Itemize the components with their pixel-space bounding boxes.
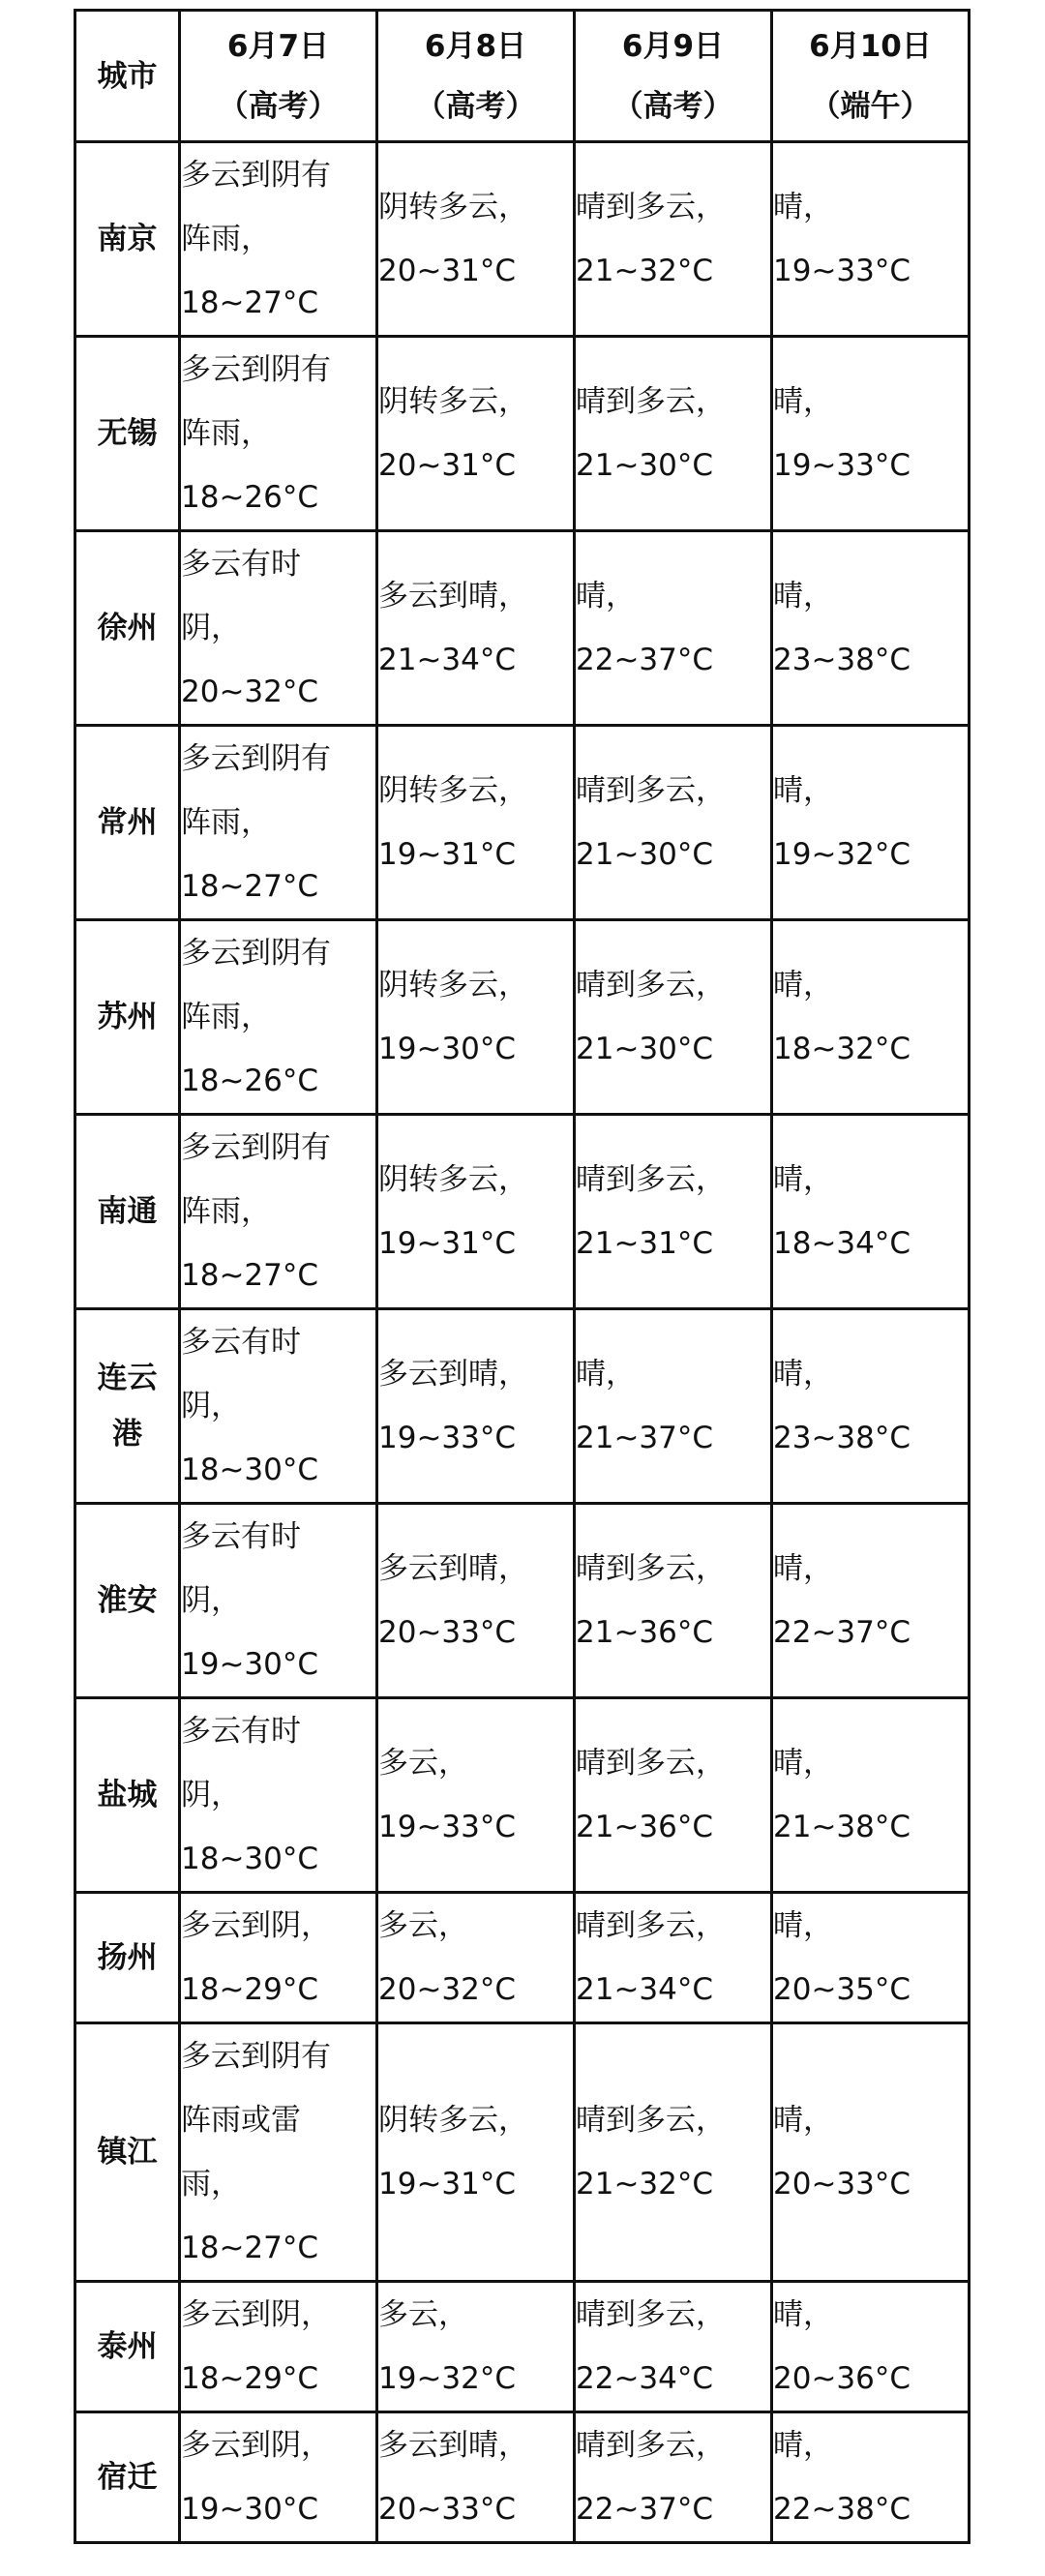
- column-header-city: [75, 11, 180, 142]
- forecast-cell: [180, 142, 377, 337]
- forecast-cell: [575, 1893, 772, 2023]
- weather-description: 阵雨或雷: [181, 2103, 301, 2138]
- temperature-range: 19~31°C: [378, 837, 517, 872]
- column-header-day: [772, 11, 970, 142]
- forecast-cell: [772, 1115, 970, 1309]
- temperature-range: 20~31°C: [378, 448, 517, 483]
- weather-description: 多云有时: [181, 547, 301, 582]
- weather-description: 阴，: [181, 1778, 241, 1812]
- forecast-cell: [772, 2282, 970, 2412]
- weather-description: 阴，: [181, 611, 241, 645]
- forecast-cell: [180, 920, 377, 1115]
- temperature-range: 18~26°C: [181, 480, 319, 515]
- table-row: [75, 1115, 970, 1309]
- column-header-city-label: 城市: [97, 58, 158, 94]
- weather-description: 阴转多云，: [378, 2103, 528, 2138]
- column-header-note: （高考）: [415, 88, 536, 124]
- weather-description: 多云到阴，: [181, 2428, 331, 2463]
- forecast-cell: [575, 1309, 772, 1504]
- temperature-range: 23~38°C: [773, 643, 911, 677]
- weather-description: 晴，: [773, 190, 833, 225]
- temperature-range: 18~29°C: [181, 1972, 319, 2007]
- weather-description: 多云有时: [181, 1714, 301, 1749]
- temperature-range: 19~33°C: [378, 1810, 517, 1844]
- forecast-cell: [575, 726, 772, 920]
- weather-description: 晴到多云，: [576, 1162, 726, 1197]
- forecast-cell: [575, 1504, 772, 1698]
- weather-description: 多云到晴，: [378, 579, 528, 614]
- forecast-cell: [772, 2412, 970, 2543]
- forecast-cell: [377, 1309, 575, 1504]
- weather-description: 多云到阴，: [181, 2297, 331, 2332]
- temperature-range: 18~30°C: [181, 1453, 319, 1487]
- forecast-cell: [575, 1115, 772, 1309]
- temperature-range: 19~31°C: [378, 1226, 517, 1261]
- weather-description: 多云，: [378, 2297, 468, 2332]
- weather-description: 晴，: [773, 1551, 833, 1586]
- temperature-range: 21~36°C: [576, 1615, 714, 1650]
- table-row: [75, 920, 970, 1115]
- temperature-range: 22~37°C: [576, 2492, 714, 2527]
- temperature-range: 21~30°C: [576, 448, 714, 483]
- forecast-cell: [180, 1893, 377, 2023]
- forecast-cell: [377, 1115, 575, 1309]
- column-header-note: （高考）: [218, 88, 339, 124]
- city-cell: [75, 1504, 180, 1698]
- table-row: [75, 337, 970, 531]
- weather-description: 晴到多云，: [576, 1908, 726, 1943]
- forecast-cell: [575, 142, 772, 337]
- table-row: [75, 1504, 970, 1698]
- weather-description: 晴，: [773, 1908, 833, 1943]
- forecast-cell: [377, 142, 575, 337]
- temperature-range: 21~37°C: [576, 1421, 714, 1455]
- temperature-range: 19~33°C: [773, 254, 911, 288]
- city-name: 镇江: [97, 2135, 158, 2170]
- column-header-date: 6月7日: [226, 28, 330, 64]
- forecast-cell: [377, 920, 575, 1115]
- weather-description: 多云到阴有: [181, 352, 331, 387]
- temperature-range: 19~33°C: [773, 448, 911, 483]
- weather-description: 晴，: [773, 1162, 833, 1197]
- weather-description: 晴，: [773, 968, 833, 1003]
- weather-description: 多云到晴，: [378, 2428, 528, 2463]
- forecast-cell: [772, 920, 970, 1115]
- forecast-cell: [772, 726, 970, 920]
- weather-description: 多云有时: [181, 1325, 301, 1360]
- forecast-cell: [377, 2412, 575, 2543]
- city-cell: [75, 1115, 180, 1309]
- forecast-cell: [772, 1309, 970, 1504]
- table-row: [75, 531, 970, 726]
- city-cell: [75, 2282, 180, 2412]
- column-header-date: 6月10日: [809, 28, 932, 64]
- temperature-range: 20~32°C: [378, 1972, 517, 2007]
- temperature-range: 22~38°C: [773, 2492, 911, 2527]
- city-name: 淮安: [97, 1583, 158, 1618]
- temperature-range: 19~33°C: [378, 1421, 517, 1455]
- temperature-range: 18~27°C: [181, 2231, 319, 2265]
- temperature-range: 18~29°C: [181, 2361, 319, 2396]
- weather-description: 阴，: [181, 1389, 241, 1423]
- forecast-cell: [772, 1893, 970, 2023]
- table-row: [75, 142, 970, 337]
- forecast-cell: [180, 1504, 377, 1698]
- weather-description: 晴，: [773, 2428, 833, 2463]
- forecast-cell: [180, 337, 377, 531]
- weather-description: 晴，: [773, 384, 833, 419]
- city-cell: [75, 2412, 180, 2543]
- temperature-range: 19~30°C: [378, 1032, 517, 1066]
- temperature-range: 18~26°C: [181, 1063, 319, 1098]
- table-header-row: [75, 11, 970, 142]
- weather-description: 多云到阴有: [181, 741, 331, 776]
- weather-description: 阵雨，: [181, 222, 271, 256]
- forecast-cell: [377, 1504, 575, 1698]
- weather-description: 多云到阴有: [181, 158, 331, 193]
- forecast-cell: [575, 531, 772, 726]
- weather-description: 多云到阴有: [181, 936, 331, 971]
- weather-description: 阴转多云，: [378, 1162, 528, 1197]
- weather-description: 雨，: [181, 2167, 241, 2202]
- forecast-cell: [575, 920, 772, 1115]
- temperature-range: 18~27°C: [181, 869, 319, 904]
- weather-description: 晴，: [576, 579, 636, 614]
- weather-description: 多云到阴有: [181, 1130, 331, 1165]
- weather-description: 晴到多云，: [576, 968, 726, 1003]
- city-name-line: 港: [112, 1417, 142, 1452]
- temperature-range: 18~30°C: [181, 1842, 319, 1876]
- forecast-cell: [180, 2412, 377, 2543]
- weather-description: 晴到多云，: [576, 190, 726, 225]
- forecast-cell: [180, 1698, 377, 1893]
- column-header-day: [377, 11, 575, 142]
- city-name: 常州: [97, 805, 158, 840]
- forecast-cell: [377, 726, 575, 920]
- table-row: [75, 1893, 970, 2023]
- forecast-cell: [180, 2023, 377, 2282]
- forecast-cell: [772, 1504, 970, 1698]
- forecast-cell: [772, 337, 970, 531]
- weather-description: 阵雨，: [181, 1194, 271, 1229]
- temperature-range: 18~32°C: [773, 1032, 911, 1066]
- weather-description: 晴，: [773, 2103, 833, 2138]
- forecast-cell: [772, 2023, 970, 2282]
- city-cell: [75, 531, 180, 726]
- temperature-range: 18~27°C: [181, 285, 319, 320]
- column-header-day: [575, 11, 772, 142]
- forecast-cell: [377, 2282, 575, 2412]
- weather-description: 晴，: [773, 2297, 833, 2332]
- city-name: 南京: [97, 222, 158, 256]
- forecast-cell: [180, 1309, 377, 1504]
- temperature-range: 19~32°C: [773, 837, 911, 872]
- weather-description: 阵雨，: [181, 1000, 271, 1034]
- forecast-cell: [575, 2412, 772, 2543]
- city-name: 苏州: [97, 1000, 158, 1034]
- table-row: [75, 726, 970, 920]
- city-name: 扬州: [97, 1940, 158, 1975]
- forecast-cell: [180, 2282, 377, 2412]
- city-cell: [75, 142, 180, 337]
- column-header-day: [180, 11, 377, 142]
- temperature-range: 22~37°C: [576, 643, 714, 677]
- temperature-range: 20~33°C: [773, 2167, 911, 2202]
- weather-description: 阵雨，: [181, 416, 271, 451]
- table-row: [75, 2412, 970, 2543]
- weather-description: 多云到阴，: [181, 1908, 331, 1943]
- temperature-range: 21~30°C: [576, 837, 714, 872]
- temperature-range: 21~38°C: [773, 1810, 911, 1844]
- temperature-range: 21~34°C: [378, 643, 517, 677]
- city-name-line: 连云: [97, 1361, 158, 1395]
- temperature-range: 19~31°C: [378, 2167, 517, 2202]
- forecast-cell: [772, 1698, 970, 1893]
- weather-description: 阴转多云，: [378, 190, 528, 225]
- temperature-range: 21~34°C: [576, 1972, 714, 2007]
- city-name: 盐城: [97, 1778, 158, 1812]
- weather-description: 晴，: [576, 1357, 636, 1392]
- column-header-date: 6月8日: [424, 28, 527, 64]
- forecast-cell: [575, 2023, 772, 2282]
- temperature-range: 22~34°C: [576, 2361, 714, 2396]
- weather-description: 晴，: [773, 1746, 833, 1781]
- city-name: 徐州: [97, 611, 158, 645]
- forecast-cell: [377, 337, 575, 531]
- forecast-cell: [180, 726, 377, 920]
- temperature-range: 19~32°C: [378, 2361, 517, 2396]
- column-header-date: 6月9日: [621, 28, 725, 64]
- forecast-cell: [377, 2023, 575, 2282]
- city-name: 无锡: [97, 416, 158, 451]
- forecast-cell: [575, 337, 772, 531]
- city-cell: [75, 1893, 180, 2023]
- forecast-cell: [575, 1698, 772, 1893]
- city-name: 宿迁: [97, 2460, 158, 2495]
- forecast-cell: [180, 531, 377, 726]
- table-row: [75, 1698, 970, 1893]
- weather-description: 晴到多云，: [576, 384, 726, 419]
- weather-forecast-table: [74, 9, 970, 2544]
- weather-description: 多云到晴，: [378, 1357, 528, 1392]
- weather-description: 阴，: [181, 1583, 241, 1618]
- weather-description: 多云到晴，: [378, 1551, 528, 1586]
- weather-description: 晴到多云，: [576, 773, 726, 808]
- table-row: [75, 1309, 970, 1504]
- temperature-range: 20~33°C: [378, 1615, 517, 1650]
- weather-description: 阴转多云，: [378, 384, 528, 419]
- temperature-range: 20~36°C: [773, 2361, 911, 2396]
- table-row: [75, 2023, 970, 2282]
- weather-description: 多云到阴有: [181, 2039, 331, 2074]
- weather-description: 晴到多云，: [576, 2103, 726, 2138]
- city-cell: [75, 920, 180, 1115]
- forecast-cell: [377, 531, 575, 726]
- weather-description: 晴，: [773, 579, 833, 614]
- table-row: [75, 2282, 970, 2412]
- temperature-range: 21~36°C: [576, 1810, 714, 1844]
- weather-description: 阴转多云，: [378, 968, 528, 1003]
- table-body: [75, 142, 970, 2543]
- forecast-cell: [377, 1698, 575, 1893]
- temperature-range: 21~32°C: [576, 254, 714, 288]
- temperature-range: 22~37°C: [773, 1615, 911, 1650]
- city-cell: [75, 2023, 180, 2282]
- weather-description: 阴转多云，: [378, 773, 528, 808]
- temperature-range: 21~32°C: [576, 2167, 714, 2202]
- city-cell: [75, 1309, 180, 1504]
- temperature-range: 21~31°C: [576, 1226, 714, 1261]
- temperature-range: 20~35°C: [773, 1972, 911, 2007]
- weather-description: 晴，: [773, 1357, 833, 1392]
- weather-description: 多云有时: [181, 1519, 301, 1554]
- city-cell: [75, 337, 180, 531]
- temperature-range: 19~30°C: [181, 1647, 319, 1682]
- temperature-range: 20~32°C: [181, 674, 319, 709]
- temperature-range: 20~33°C: [378, 2492, 517, 2527]
- weather-description: 晴，: [773, 773, 833, 808]
- temperature-range: 20~31°C: [378, 254, 517, 288]
- city-cell: [75, 726, 180, 920]
- temperature-range: 18~27°C: [181, 1258, 319, 1293]
- weather-description: 晴到多云，: [576, 1551, 726, 1586]
- forecast-cell: [772, 531, 970, 726]
- temperature-range: 18~34°C: [773, 1226, 911, 1261]
- temperature-range: 19~30°C: [181, 2492, 319, 2527]
- weather-description: 阵雨，: [181, 805, 271, 840]
- temperature-range: 21~30°C: [576, 1032, 714, 1066]
- forecast-cell: [180, 1115, 377, 1309]
- city-name: 泰州: [97, 2329, 158, 2364]
- weather-description: 晴到多云，: [576, 2297, 726, 2332]
- city-cell: [75, 1698, 180, 1893]
- column-header-note: （端午）: [810, 88, 931, 124]
- forecast-cell: [575, 2282, 772, 2412]
- weather-description: 多云，: [378, 1908, 468, 1943]
- forecast-cell: [772, 142, 970, 337]
- weather-description: 晴到多云，: [576, 2428, 726, 2463]
- column-header-note: （高考）: [612, 88, 733, 124]
- weather-description: 晴到多云，: [576, 1746, 726, 1781]
- forecast-cell: [377, 1893, 575, 2023]
- city-name: 南通: [97, 1194, 158, 1229]
- temperature-range: 23~38°C: [773, 1421, 911, 1455]
- weather-description: 多云，: [378, 1746, 468, 1781]
